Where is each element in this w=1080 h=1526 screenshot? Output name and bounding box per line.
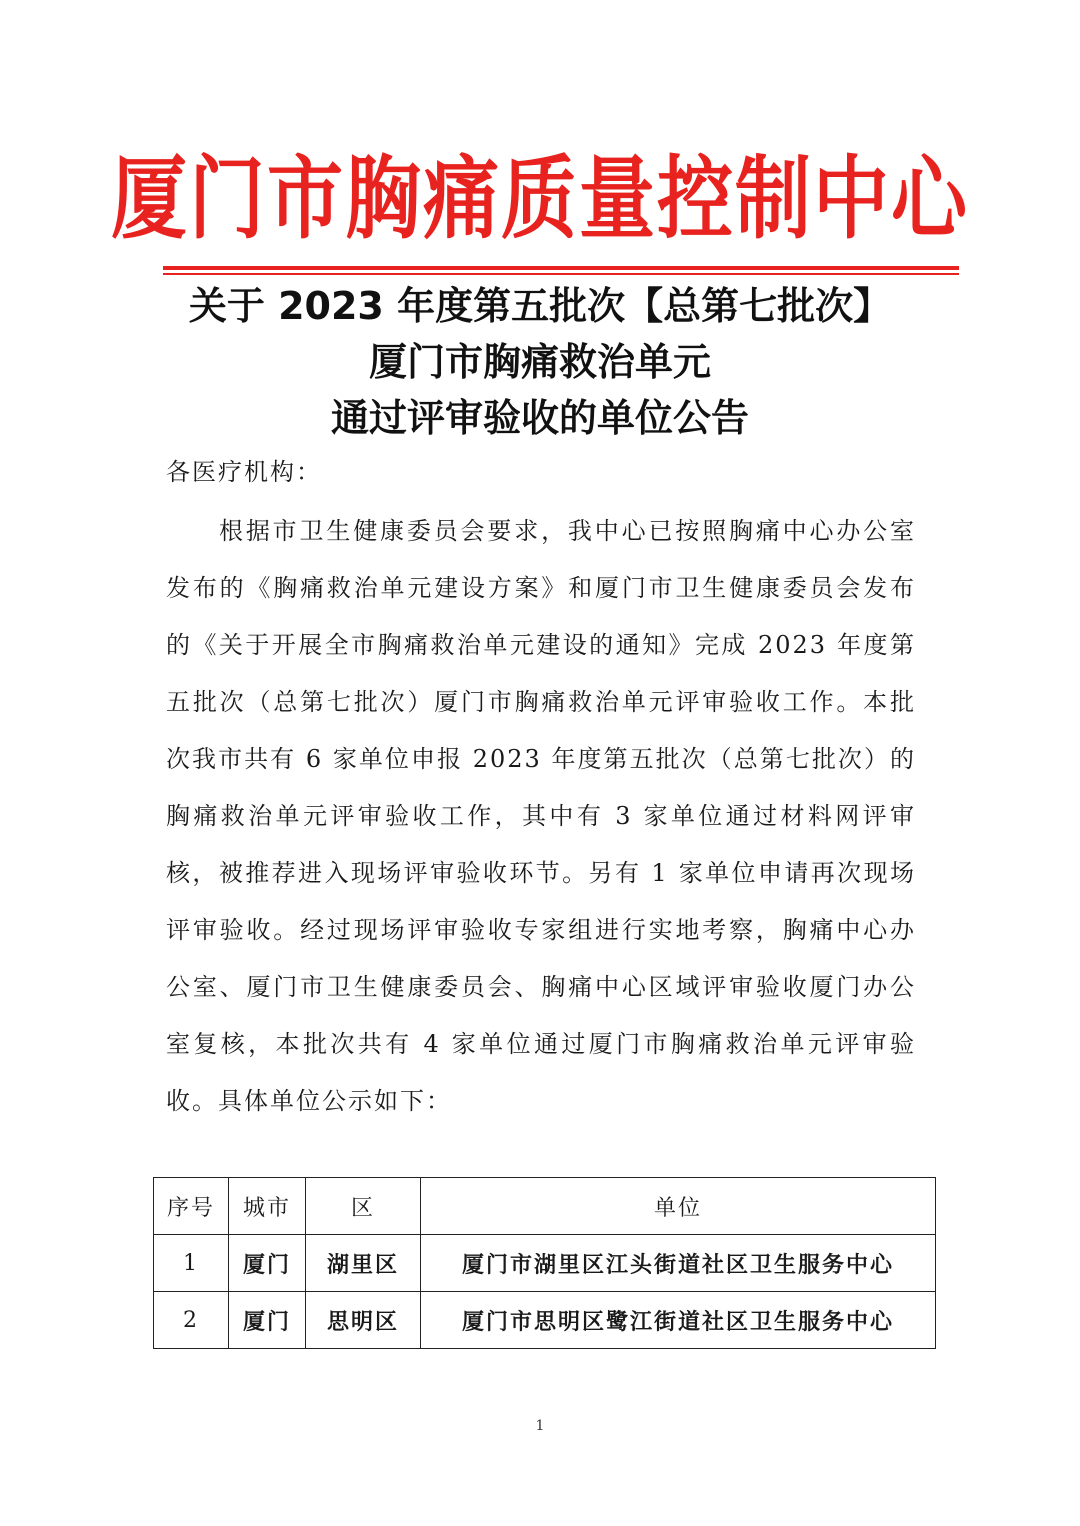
cell-unit: 厦门市思明区鹭江街道社区卫生服务中心: [421, 1292, 936, 1349]
title-line-2: 厦门市胸痛救治单元: [368, 340, 711, 384]
header-cell-city: 城市: [229, 1178, 306, 1235]
cell-city: 厦门: [229, 1292, 306, 1349]
title-line-3: 通过评审验收的单位公告: [330, 396, 749, 440]
salutation: 各医疗机构：: [166, 458, 322, 486]
units-table: [153, 1177, 936, 1349]
header-rule-thick: [163, 266, 959, 270]
table-row: [154, 1292, 936, 1349]
title-line-1: 关于 2023 年度第五批次【总第七批次】: [188, 284, 892, 328]
cell-no: 2: [154, 1292, 229, 1349]
header-rule-thin: [163, 273, 959, 275]
page-number: 1: [535, 1418, 545, 1434]
cell-district: 湖里区: [306, 1235, 421, 1292]
cell-no: 1: [154, 1235, 229, 1292]
table-row: [154, 1235, 936, 1292]
table-header-row: [154, 1178, 936, 1235]
cell-city: 厦门: [229, 1235, 306, 1292]
body-paragraph: 根据市卫生健康委员会要求，我中心已按照胸痛中心办公室发布的《胸痛救治单元建设方案》和厦门市卫生健康委员会发布的《关于开展全市胸痛救治单元建设的通知》完成 2023 年度第五批次（总第七批次）厦门市胸痛救治单元评审验收工作。本批次我市共有 6 家单位申报 2023 年度第五批次（总第七批次）的胸痛救治单元评审验收工作，其中有 3 家单位通过材料网评审核，被推荐进入现场评审验收环节。另有 1 家单位申请再次现场评审验收。经过现场评审验收专家组进行实地考察，胸痛中心办公室、厦门市卫生健康委员会、胸痛中心区域评审验收厦门办公室复核，本批次共有 4 家单位通过厦门市胸痛救治单元评审验收。具体单位公示如下：: [166, 517, 916, 1115]
cell-unit: 厦门市湖里区江头街道社区卫生服务中心: [421, 1235, 936, 1292]
header-cell-unit: 单位: [421, 1178, 936, 1235]
cell-district: 思明区: [306, 1292, 421, 1349]
organization-header: 厦门市胸痛质量控制中心: [111, 145, 969, 251]
header-cell-no: 序号: [154, 1178, 229, 1235]
document-title: [0, 278, 1080, 446]
header-cell-district: 区: [306, 1178, 421, 1235]
